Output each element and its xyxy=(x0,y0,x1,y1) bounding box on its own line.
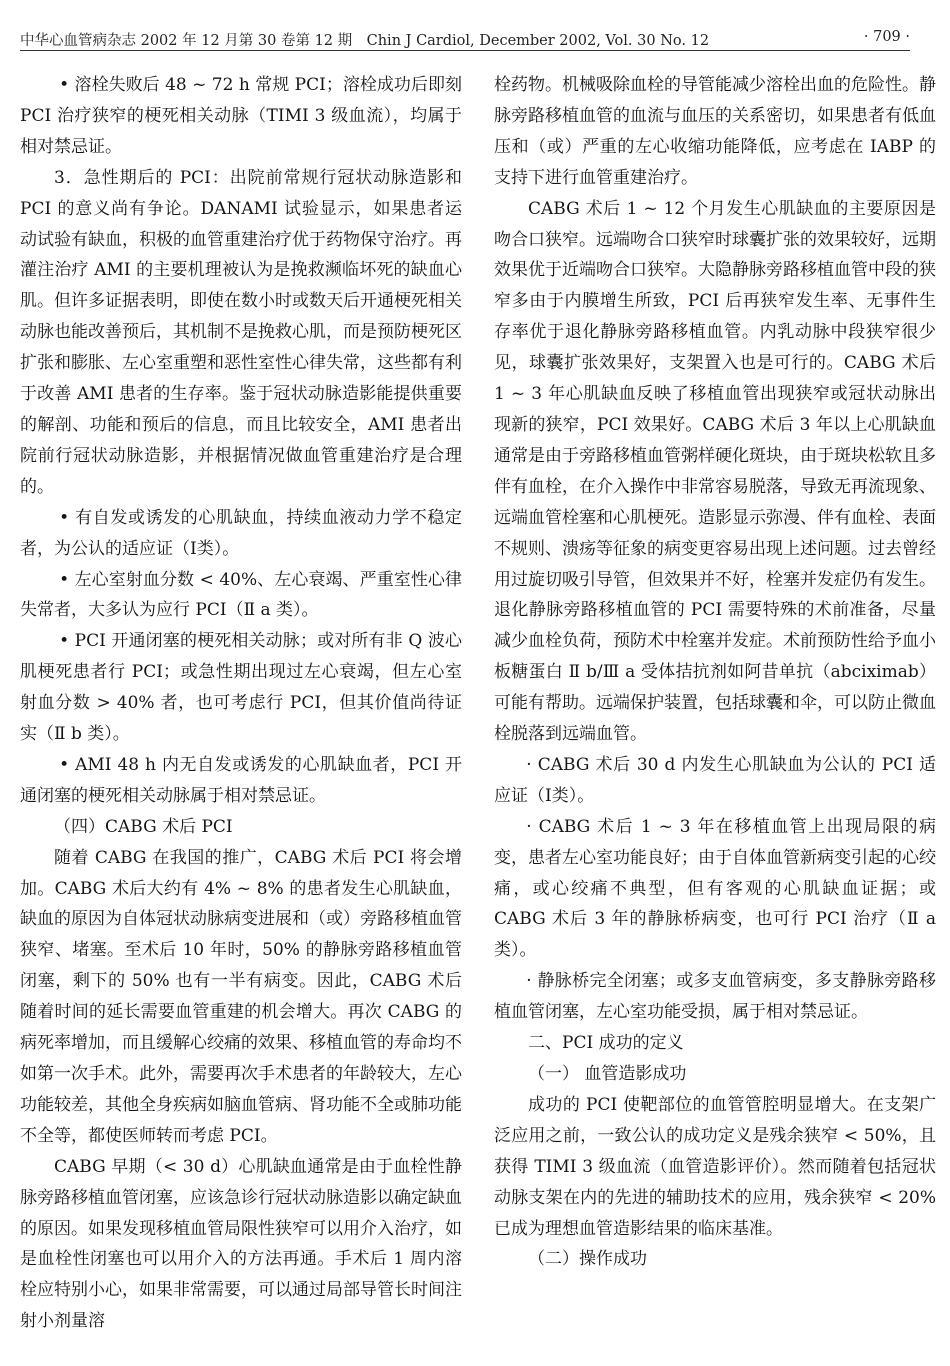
paragraph-cabg-growth: 随着 CABG 在我国的推广，CABG 术后 PCI 将会增加。CABG 术后大约有 4% ~ 8% 的患者发生心肌缺血，缺血的原因为自体冠状动脉病变进展和（或）旁路移植血管狭窄、堵塞。至术后 10 年时，50% 的静脉旁路移植血管闭塞，剩下的 50% 也有一半有病变。因此，CABG 术后随着时间的延长需要血管重建的机会增大。再次 CABG 的病死率增加，而且缓解心绞痛的效果、移植血管的寿命均不如第一次手术。此外，需要再次手术患者的年龄较大，左心功能较差，其他全身疾病如脑血管病、肾功能不全或肺功能不全等，都使医师转而考虑 PCI。 xyxy=(20,847,462,1146)
paragraph-cabg-contraindication: · 静脉桥完全闭塞；或多支血管病变，多支静脉旁路移植血管闭塞，左心室功能受损，属于相对禁忌证。 xyxy=(494,971,936,1023)
journal-citation: 中华心血管病杂志 2002 年 12 月第 30 卷第 12 期 Chin J Cardiol, December 2002, Vol. 30 No. 12 xyxy=(20,33,710,49)
paragraph-continued-thrombolytics: 栓药物。机械吸除血栓的导管能减少溶栓出血的危险性。静脉旁路移植血管的血流与血压的关系密切，如果患者有低血压和（或）严重的左心收缩功能降低，应考虑在 IABP 的支持下进行血管重建治疗。 xyxy=(494,75,936,188)
paragraph-thrombolysis-failure: • 溶栓失败后 48 ~ 72 h 常规 PCI；溶栓成功后即刻 PCI 治疗狭窄的梗死相关动脉（TIMI 3 级血流），均属于相对禁忌证。 xyxy=(20,75,462,157)
paragraph-cabg-1-12-months: CABG 术后 1 ~ 12 个月发生心肌缺血的主要原因是吻合口狭窄。远端吻合口狭窄时球囊扩张的效果较好，远期效果优于近端吻合口狭窄。大隐静脉旁路移植血管中段的狭窄多由于内膜增生所致，PCI 后再狭窄发生率、无事件生存率优于退化静脉旁路移植血管。内乳动脉中段狭窄很少见，球囊扩张效果好，支架置入也是可行的。CABG 术后 1 ~ 3 年心肌缺血反映了移植血管出现狭窄或冠状动脉出现新的狭窄，PCI 效果好。CABG 术后 3 年以上心肌缺血通常是由于旁路移植血管粥样硬化斑块，由于斑块松软且多伴有血栓，在介入操作中非常容易脱落，导致无再流现象、远端血管栓塞和心肌梗死。造影显示弥漫、伴有血栓、表面不规则、溃疡等征象的病变更容易出现上述问题。过去曾经用过旋切吸引导管，但效果并不好，栓塞并发症仍有发生。退化静脉旁路移植血管的 PCI 需要特殊的术前准备，尽量减少血栓负荷，预防术中栓塞并发症。术前预防性给予血小板糖蛋白 Ⅱ b/Ⅲ a 受体拮抗剂如阿昔单抗（abciximab）可能有帮助。远端保护装置，包括球囊和伞，可以防止微血栓脱落到远端血管。 xyxy=(494,198,936,745)
paragraph-post-acute-pci: 3．急性期后的 PCI：出院前常规行冠状动脉造影和 PCI 的意义尚有争论。DANAMI 试验显示，如果患者运动试验有缺血，积极的血管重建治疗优于药物保守治疗。再灌注治疗 AMI 的主要机理被认为是挽救濒临坏死的缺血心肌。但许多证据表明，即使在数小时或数天后开通梗死相关动脉也能改善预后，其机制不是挽救心肌，而是预防梗死区扩张和膨胀、左心室重塑和恶性室性心律失常，这些都有利于改善 AMI 患者的生存率。鉴于冠状动脉造影能提供重要的解剖、功能和预后的信息，而且比较安全，AMI 患者出院前行冠状动脉造影，并根据情况做血管重建治疗是合理的。 xyxy=(20,167,462,497)
section-heading-pci-success: 二、PCI 成功的定义 xyxy=(528,1033,684,1054)
paragraph-early-cabg-ischemia: CABG 早期（< 30 d）心肌缺血通常是由于血栓性静脉旁路移植血管闭塞，应该急诊行冠状动脉造影以确定缺血的原因。如果发现移植血管局限性狭窄可以用介入治疗，如是血栓性闭塞也可以用介入的方法再通。手术后 1 周内溶栓应特别小心，如果非常需要，可以通过局部导管长时间注射小剂量溶 xyxy=(20,1156,462,1332)
paragraph-class-iia-indication: • 左心室射血分数 < 40%、左心衰竭、严重室性心律失常者，大多认为应行 PCI（Ⅱ a 类）。 xyxy=(20,569,462,621)
subheading-angiographic-success: （一） 血管造影成功 xyxy=(528,1064,687,1084)
paragraph-class-iib-indication: • PCI 开通闭塞的梗死相关动脉；或对所有非 Q 波心肌梗死患者行 PCI；或急性期出现过左心衰竭，但左心室射血分数 > 40% 者，也可考虑行 PCI，但其价值尚待证实（Ⅱ b 类）。 xyxy=(20,631,462,745)
paragraph-cabg-class-i: · CABG 术后 30 d 内发生心肌缺血为公认的 PCI 适应证（Ⅰ类）。 xyxy=(494,754,936,806)
left-column xyxy=(20,70,462,1337)
subheading-procedural-success: （二）操作成功 xyxy=(528,1249,647,1270)
page-number: · 709 · xyxy=(863,29,910,45)
running-header xyxy=(20,28,910,54)
header-rule xyxy=(20,50,910,51)
paragraph-angiographic-success: 成功的 PCI 使靶部位的血管管腔明显增大。在支架广泛应用之前，一致公认的成功定义是残余狭窄 < 50%，且获得 TIMI 3 级血流（血管造影评价）。然而随着包括冠状动脉支架在内的先进的辅助技术的应用，残余狭窄 < 20% 已成为理想血管造影结果的临床基准。 xyxy=(494,1094,936,1239)
paragraph-class-i-indication: • 有自发或诱发的心肌缺血，持续血液动力学不稳定者，为公认的适应证（Ⅰ类）。 xyxy=(20,507,462,559)
paragraph-relative-contraindication: • AMI 48 h 内无自发或诱发的心肌缺血者，PCI 开通闭塞的梗死相关动脉属于相对禁忌证。 xyxy=(20,754,462,806)
section-heading-cabg-pci: （四）CABG 术后 PCI xyxy=(54,816,233,837)
paragraph-cabg-class-iia: · CABG 术后 1 ~ 3 年在移植血管上出现局限的病变，患者左心室功能良好；由于自体血管新病变引起的心绞痛，或心绞痛不典型，但有客观的心肌缺血证据；或 CABG 术后 3 年的静脉桥病变，也可行 PCI 治疗（Ⅱ a 类）。 xyxy=(494,816,936,961)
right-column xyxy=(494,70,936,1275)
